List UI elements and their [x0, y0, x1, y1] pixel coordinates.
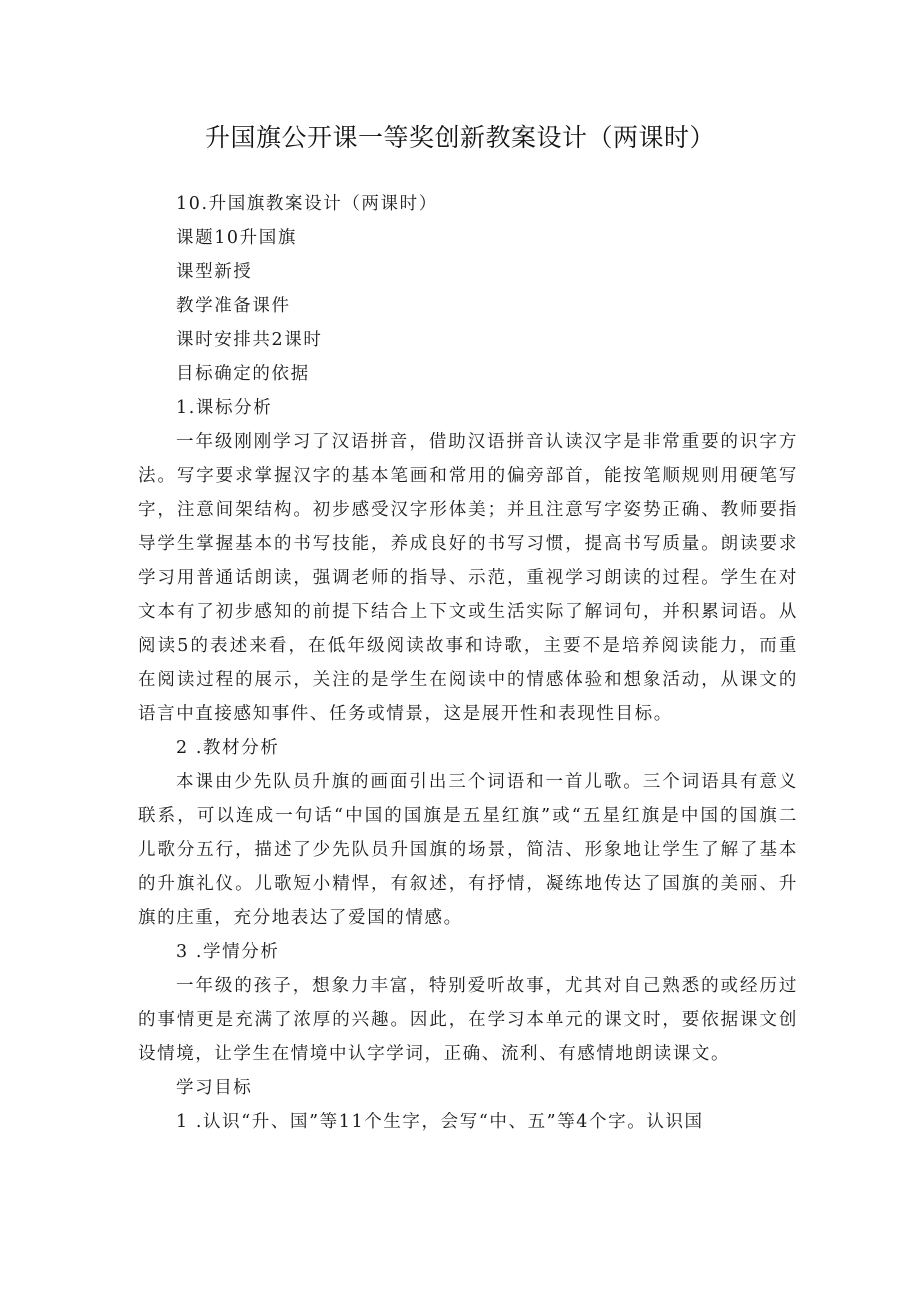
class-schedule: 课时安排共2课时	[176, 330, 323, 350]
textbook-analysis-paragraph: 本课由少先队员升旗的画面引出三个词语和一首儿歌。三个词语具有意义联系，可以连成一句话“中国的国旗是五星红旗”或“五星红旗是中国的国旗二儿歌分五行，描述了少先队员升国旗的场景，简洁、形象地让学生了解了基本的升旗礼仪。儿歌短小精悍，有叙述，有抒情，凝练地传达了国旗的美丽、升旗的庄重，充分地表达了爱国的情感。	[138, 772, 798, 928]
learner-analysis-paragraph: 一年级的孩子，想象力丰富，特别爱听故事，尤其对自己熟悉的或经历过的事情更是充满了浓厚的兴趣。因此，在学习本单元的课文时，要依据课文创设情境，让学生在情境中认字学词，正确、流利、有感情地朗读课文。	[138, 976, 798, 1064]
learner-analysis-heading: 3 .学情分析	[176, 942, 280, 962]
curriculum-analysis-paragraph: 一年级刚刚学习了汉语拼音，借助汉语拼音认读汉字是非常重要的识字方法。写字要求掌握汉字的基本笔画和常用的偏旁部首，能按笔顺规则用硬笔写字，注意间架结构。初步感受汉字形体美；并且注意写字姿势正确、教师要指导学生掌握基本的书写技能，养成良好的书写习惯，提高书写质量。朗读要求学习用普通话朗读，强调老师的指导、示范，重视学习朗读的过程。学生在对文本有了初步感知的前提下结合上下文或生活实际了解词句，并积累词语。从阅读5的表述来看，在低年级阅读故事和诗歌，主要不是培养阅读能力，而重在阅读过程的展示，关注的是学生在阅读中的情感体验和想象活动，从课文的语言中直接感知事件、任务或情景，这是展开性和表现性目标。	[138, 432, 798, 724]
lesson-topic: 课题10升国旗	[176, 228, 297, 248]
learning-objective-1: 1 .认识“升、国”等11个生字，会写“中、五”等4个字。认识国	[176, 1112, 704, 1132]
document-title: 升国旗公开课一等奖创新教案设计（两课时）	[204, 123, 715, 152]
textbook-analysis-heading: 2 .教材分析	[176, 738, 280, 758]
curriculum-analysis-heading: 1.课标分析	[176, 398, 273, 418]
document-body	[138, 187, 798, 1139]
objective-basis-heading: 目标确定的依据	[176, 364, 310, 384]
lesson-type: 课型新授	[176, 262, 253, 282]
lesson-heading: 10.升国旗教案设计（两课时）	[176, 194, 438, 214]
teaching-preparation: 教学准备课件	[176, 296, 291, 316]
learning-objectives-heading: 学习目标	[176, 1078, 253, 1098]
